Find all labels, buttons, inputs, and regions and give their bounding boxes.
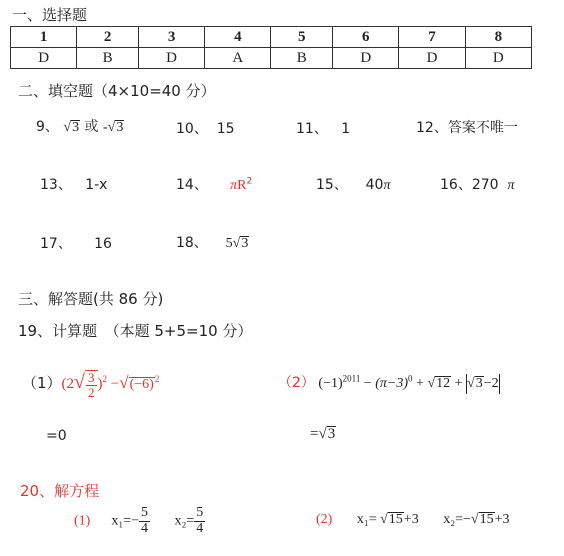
answer-value: 1 [341, 121, 351, 137]
answer-q10 [176, 118, 235, 138]
q19-part1-result: =0 [46, 428, 67, 444]
answer-value: 40 [365, 177, 384, 193]
table-cell: 8 [465, 27, 531, 48]
table-cell: D [333, 48, 399, 69]
exponent: 0 [408, 373, 413, 384]
answer-q15 [316, 174, 390, 194]
answer-q18 [176, 232, 249, 252]
sqrt-expression: √3 [63, 120, 80, 135]
abs-bar-right [499, 374, 500, 394]
exponent: 2 [102, 374, 108, 385]
question-title: 20、解方程 [20, 482, 100, 500]
sqrt-expression: √15 [470, 512, 494, 527]
q19-part1-expression [22, 370, 159, 399]
solution-label: x₂= [174, 513, 195, 529]
part-label: (2) [316, 512, 333, 527]
answer-value: 15 [216, 121, 235, 137]
minus-term: −2 [483, 376, 499, 391]
section-title: 一、选择题 [12, 6, 88, 24]
open-paren: (2 [61, 376, 75, 393]
pi-symbol: π [383, 178, 391, 193]
question-number: 9、 [36, 119, 59, 135]
sqrt-expression: √3 [318, 426, 336, 442]
exponent: 2 [154, 374, 160, 385]
section-title: 三、解答题(共 86 分) [18, 290, 164, 308]
solution-label: x₂=− [443, 512, 471, 527]
answer-q16 [440, 174, 514, 194]
q19-part2-result [310, 426, 336, 443]
table-cell: 4 [205, 27, 271, 48]
table-cell: 5 [271, 27, 333, 48]
table-cell: 1 [11, 27, 77, 48]
question-number: 13、 [40, 177, 72, 193]
question-number: 16、270 [440, 177, 499, 193]
sqrt-expression: √(−6) [119, 373, 154, 393]
table-cell: D [138, 48, 204, 69]
sqrt-expression: √3 [107, 120, 124, 135]
minus-sign: - [102, 120, 108, 135]
solution-label: x₁= [356, 512, 377, 527]
question-number: 11、 [296, 121, 328, 137]
q19-part2-expression [278, 372, 500, 394]
sqrt-expression: √3 [232, 236, 249, 251]
answer-q11 [296, 118, 350, 138]
answer-q13 [40, 174, 107, 194]
table-cell: 3 [138, 27, 204, 48]
close-paren: ) [97, 376, 103, 393]
sqrt-expression: √15 [380, 512, 403, 527]
table-cell: B [271, 48, 333, 69]
pi-symbol: π [230, 178, 238, 193]
table-cell: 7 [399, 27, 465, 48]
part-label: （2） [278, 375, 315, 391]
table-cell: D [465, 48, 531, 69]
table-row [11, 48, 532, 69]
question-number: 14、 [176, 177, 208, 193]
table-cell: 2 [77, 27, 139, 48]
question-number: 17、 [40, 236, 72, 252]
table-cell: 6 [333, 27, 399, 48]
equals-sign: = [310, 426, 319, 442]
table-cell: D [11, 48, 77, 69]
answer-table [10, 26, 532, 69]
question-number: 10、 [176, 121, 208, 137]
minus-sign: − [110, 376, 120, 393]
fraction: $\frac{5}{4}$ [141, 505, 148, 536]
sqrt-expression: √3 [467, 376, 483, 391]
question-number: 15、 [316, 177, 348, 193]
q20-part1 [74, 506, 205, 536]
plus-term: +3 [403, 512, 419, 527]
q20-part2 [316, 512, 509, 528]
question-number: 18、 [176, 235, 208, 251]
solution-label: x₁=− [111, 513, 139, 529]
answer-value: 1-x [85, 177, 108, 193]
sqrt-expression: √12 [427, 376, 451, 391]
answer-value: 16 [94, 236, 112, 252]
answer-q17 [40, 233, 112, 253]
coefficient: 5 [225, 236, 233, 251]
plus-term: +3 [494, 512, 510, 527]
base-term: (−1) [318, 376, 343, 391]
pi-term: (π−3) [375, 376, 409, 391]
fraction: $\frac{5}{4}$ [196, 505, 204, 536]
answer-q12: 12、答案不唯一 [416, 120, 518, 136]
part-label: (1) [74, 513, 91, 529]
table-cell: B [77, 48, 139, 69]
exponent: 2011 [342, 373, 361, 384]
radius-symbol: R [237, 178, 247, 193]
answer-q9 [36, 116, 124, 136]
exponent: 2 [246, 176, 253, 187]
minus-sign: − [363, 376, 372, 391]
part-label: （1） [22, 374, 62, 393]
table-header-row [11, 27, 532, 48]
or-text: 或 [84, 119, 99, 135]
answer-q14 [176, 174, 252, 194]
section-title: 二、填空题（4×10=40 分） [18, 82, 216, 100]
question-title: 19、计算题 （本题 5+5=10 分） [18, 322, 253, 340]
table-cell: D [399, 48, 465, 69]
plus-sign: + [416, 376, 424, 391]
plus-sign: + [454, 376, 463, 391]
table-cell: A [205, 48, 271, 69]
sqrt-expression: √ $\frac{3}{2}$ [74, 370, 97, 399]
pi-symbol: π [507, 178, 515, 193]
